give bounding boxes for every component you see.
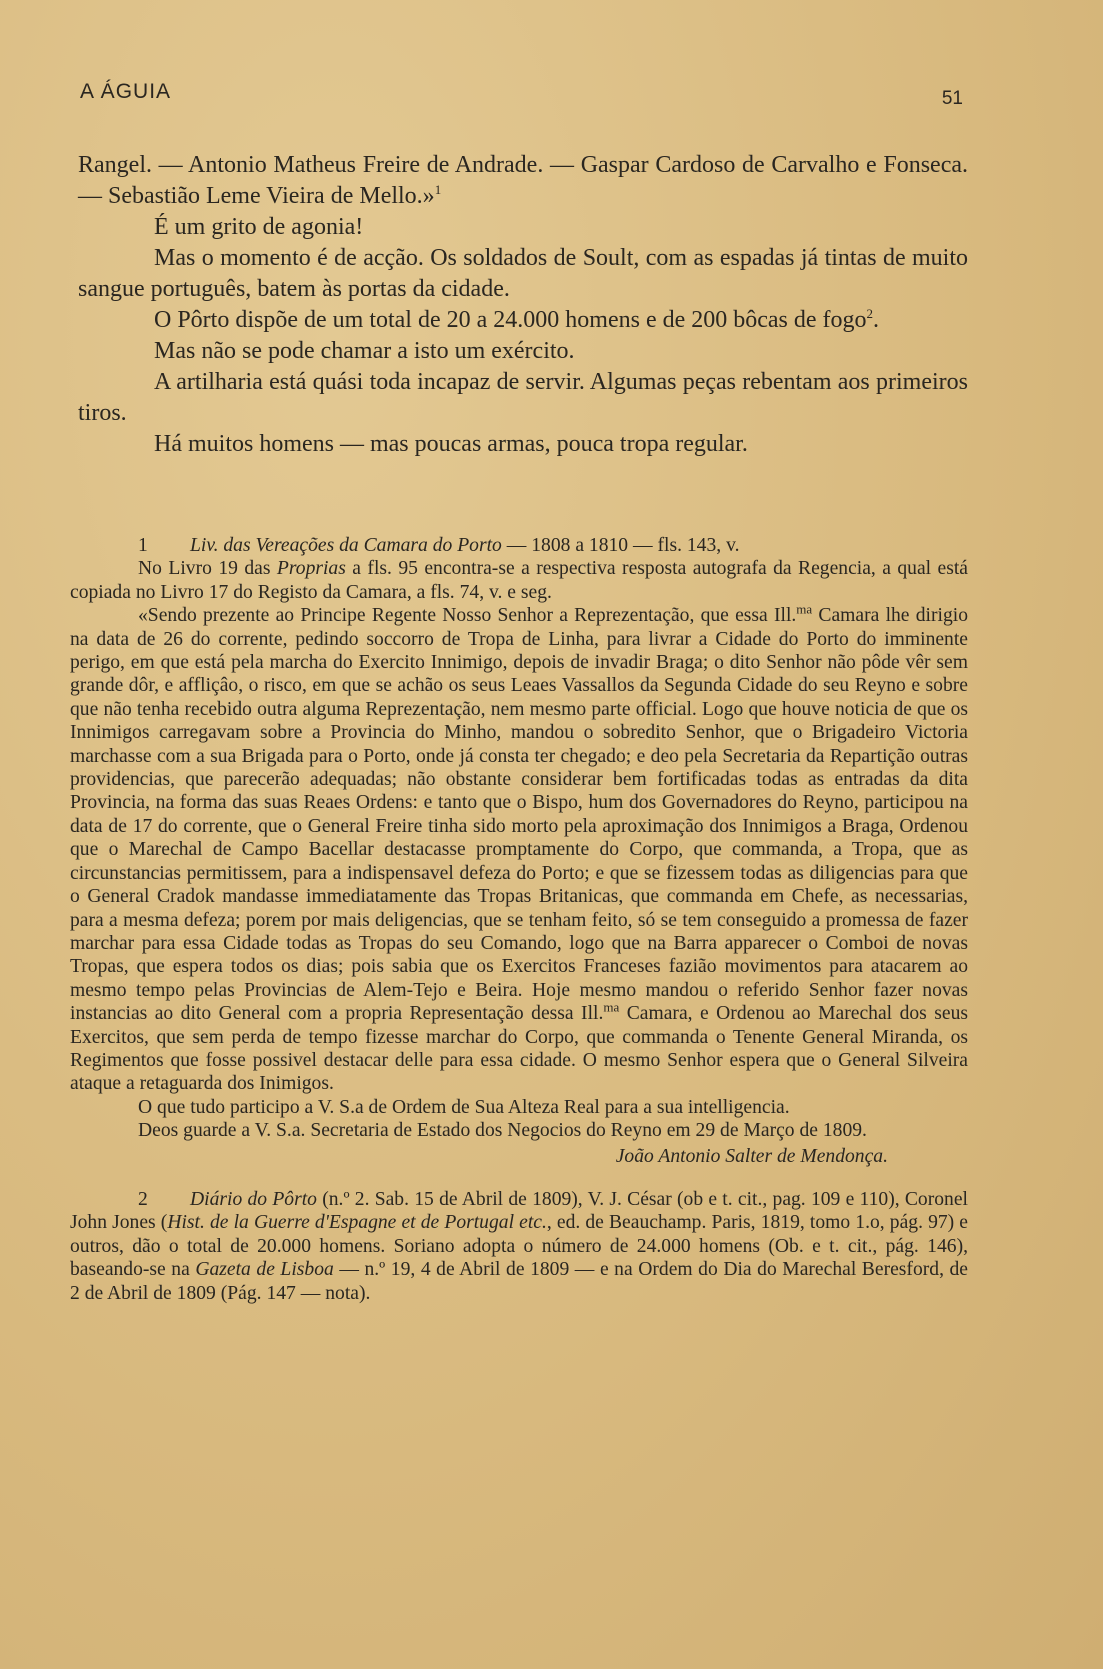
footnote-italic: Hist. de la Guerre d'Espagne et de Portugal etc.: [167, 1212, 547, 1234]
footnote-text: a fls. 95 encontra-se a respectiva resposta autografa da Regencia, a qual está copiada no Livro 17 do Registo da Camara, a fls. 74, v. e seg.: [70, 558, 968, 603]
page-number: 51: [941, 88, 963, 109]
signature: João Antonio Salter de Mendonça.: [615, 1145, 888, 1167]
footnote-italic: Proprias: [276, 558, 346, 580]
footnotes: [70, 534, 968, 1305]
footnote-1: [70, 534, 968, 557]
footnote-text: — n.º 19, 4 de Abril de 1809 — e na Ordem do Dia do Marechal Beresford, de 2 de Abril de 1809 (Pág. 147 — nota).: [70, 1259, 969, 1304]
footnote-paragraph: O que tudo participo a V. S.a de Ordem de Sua Alteza Real para a sua intelligencia.: [138, 1096, 790, 1118]
footnote-italic: Diário do Pôrto: [190, 1188, 317, 1210]
superscript: ma: [796, 601, 813, 617]
footnote-number: 2: [138, 1188, 148, 1210]
paragraph-text: Rangel. — Antonio Matheus Freire de Andrade. — Gaspar Cardoso de Carvalho e Fonseca. — Sebastião Leme Vieira de Mello.»: [78, 152, 968, 209]
footnote-source: Liv. das Vereações da Camara do Porto: [190, 535, 502, 556]
footnote-text: — 1808 a 1810 — fls. 143, v.: [501, 535, 740, 556]
superscript: ma: [603, 999, 620, 1015]
footnote-ref: 1: [434, 182, 442, 197]
footnote-2: [70, 1188, 968, 1305]
footnote-text: Camara, e Ordenou ao Marechal dos seus Exercitos, que sem perda de tempo fizesse marchar do Corpo, que commanda o Tenente General Miranda, os Regimentos que fosse possivel destacar delle para essa cidade. O mesmo Senhor espera que o General Silveira ataque a retaguarda dos Inimigos.: [70, 1003, 968, 1095]
footnote-text: , ed. de Beauchamp. Paris, 1819, tomo 1.o, pág. 97) e outros, dão o total de 20.000 homens. Soriano adopta o número de 24.000 homens (Ob. e t. cit., pág. 146), baseando-se na: [70, 1212, 968, 1281]
footnote-text: «Sendo prezente ao Principe Regente Nosso Senhor a Reprezentação, que essa Ill.: [138, 605, 797, 627]
footnote-paragraph: [70, 557, 968, 604]
footnote-text: Camara lhe dirigio na data de 26 do corrente, pedindo soccorro de Tropa de Linha, para livrar a Cidade do Porto do imminente perigo, em que está pela marcha do Exercito Innimigo, depois de invadir Braga; o dito Senhor não pôde vêr sem grande dôr, e affliçâo, o risco, em que se achão os seus Leaes Vassallos da Segunda Cidade do seu Reyno e sobre que não tenha recebido outra alguma Reprezentação, nem mesmo parte official. Logo que houve noticia de que os Innimigos carregavam sobre a Provincia do Minho, mandou o sobredito Senhor, que o Brigadeiro Victoria marchasse com a sua Brigada para o Porto, onde já consta ter chegado; e deo pela Secretaria da Repartição outras providencias, que parecerão adequadas; não obstante considerar bem fortificadas todas as entradas da dita Provincia, na forma das suas Reaes Ordens: e tanto que o Bispo, hum dos Governadores do Reyno, participou na data de 17 do corrente, que o General Freire tinha sido morto pela aproximação dos Innimigos a Braga, Ordenou que o Marechal de Campo Bacellar destacasse promptamente do Corpo, que commanda, a Tropa, que as circunstancias permitissem, para a indispensavel defeza do Porto; e que se fizessem todas as diligencias para que o General Cradok mandasse immediatamente das Tropas Britanicas, que commanda em Chefe, as necessarias, para a mesma defeza; porem por mais deligencias, que se tenham feito, só se tem conseguido a promessa de fazer marchar para essa Cidade todas as Tropas do seu Comando, logo que na Barra apparecer o Comboi de novas Tropas, que espera todos os dias; pois sabia que os Exercitos Franceses fazião movimentos para atacarem ao mesmo tempo pelas Provincias de Alem-Tejo e Beira. Hoje mesmo mandou o referido Senhor fazer novas instancias ao dito General com a propria Representação dessa Ill.: [70, 605, 968, 1025]
main-text: [78, 150, 968, 460]
paragraph-text: .: [873, 307, 880, 333]
footnote-number: 1: [138, 535, 148, 556]
journal-title: A ÁGUIA: [80, 80, 172, 103]
paragraph: [78, 305, 968, 336]
paragraph: Mas não se pode chamar a isto um exército.: [154, 338, 575, 364]
running-head: [80, 70, 963, 110]
footnote-text: (n.º 2. Sab. 15 de Abril de 1809), V. J. César (ob e t. cit., pag. 109 e 110), Coronel John Jones (: [70, 1188, 968, 1234]
footnote-paragraph: [70, 601, 968, 1096]
paragraph-text: O Pôrto dispõe de um total de 20 a 24.000 homens e de 200 bôcas de fogo: [154, 307, 867, 333]
paragraph: Mas o momento é de acção. Os soldados de Soult, com as espadas já tintas de muito sangue português, batem às portas da cidade.: [78, 245, 968, 302]
footnote-ref: 2: [866, 306, 874, 321]
paragraph: [78, 150, 968, 212]
paragraph: É um grito de agonia!: [154, 214, 364, 240]
footnote-paragraph: Deos guarde a V. S.a. Secretaria de Estado dos Negocios do Reyno em 29 de Março de 1809.: [138, 1120, 867, 1142]
footnote-italic: Gazeta de Lisboa: [195, 1259, 334, 1281]
footnote-text: No Livro 19 das: [138, 558, 277, 580]
paragraph: A artilharia está quási toda incapaz de servir. Algumas peças rebentam aos primeiros tiros.: [78, 369, 968, 426]
paragraph: Há muitos homens — mas poucas armas, pouca tropa regular.: [154, 431, 748, 457]
